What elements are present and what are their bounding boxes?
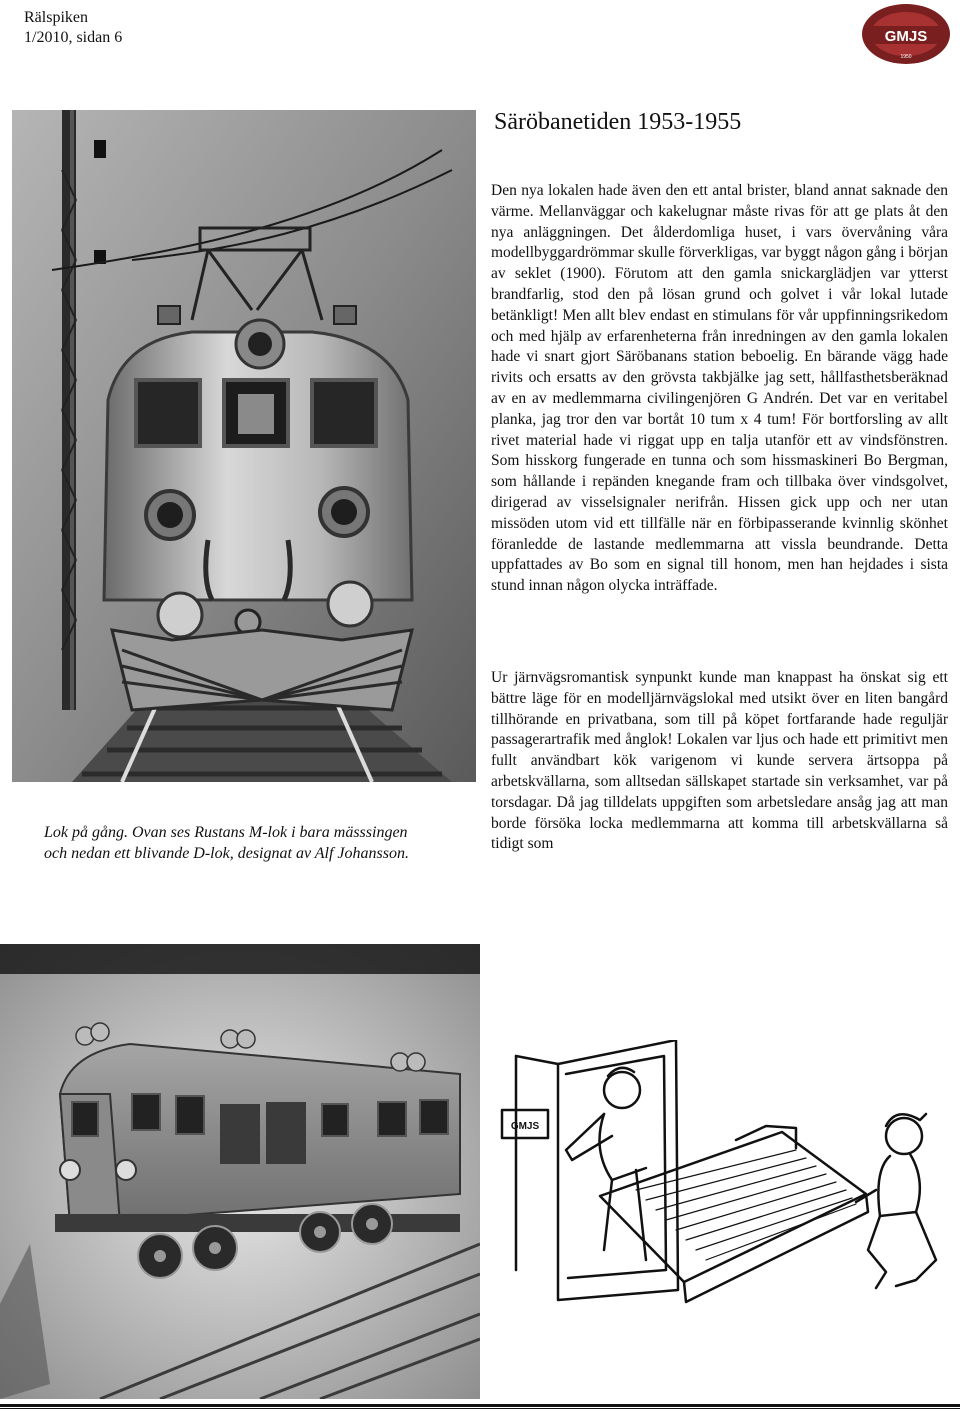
club-logo [858,2,954,66]
right-worker-head [886,1118,922,1154]
logo-text: GMJS [884,28,928,45]
window-frame [558,1040,678,1300]
footer-rule-thin [0,1408,960,1409]
publication-name: Rälspiken [24,9,88,26]
wall-sign-text: GMJS [510,1121,540,1132]
article-paragraph-2: Ur järnvägsromantisk synpunkt kunde man knappast ha önskat sig ett bättre läge för en modelljärnvägslokal med utsikt över en liten bangård tillhörande en privatbana, som till på köpet fortfarande hade reguljär passagerartrafik med ånglok! Lokalen var ljus och hade ett primitivt men fullt användbart kök varigenom vi kunde servera ärtsoppa på arbetskvällarna, som alltsedan sällskapet startade sin verksamhet, var på torsdagar. Då jag tilldelats uppgiften som arbetsledare ansåg jag att man borde försöka locka medlemmarna att komma till arbetskvällarna så tidigt som [491,669,948,853]
locomotive-front-photo [12,110,476,782]
article-paragraph-1: Den nya lokalen hade även den ett antal brister, bland annat saknade den värme. Mellanväggar och kakelugnar måste rivas för att ge plats åt den nya anläggningen. Det ålderdomliga huset, i vars övervåning våra modellbyggardrömmar skulle förverkligas, var byggt någon gång i början av seklet (1900). Förutom att den gamla snickarglädjen var ytterst brandfarlig, stod den på lösan grund och golvet i vår lokal lutade betänkligt! Men allt blev endast en stimulans för vår uppfinningsrikedom och med hjälp av erfarenheterna från inredningen av den gamla lokalen hade vi snart gjort Säröbanans station beboelig. En bärande vägg hade rivits och ersatts av den grövsta takbjälke jag sett, hållfasthetsberäknad av en av medlemmarna civilingenjören G Andrén. Det var en veritabel planka, jag tror den var bortåt 10 tum x 4 tum! För bortforsling av allt rivet material hade vi riggat upp en talja utanför ett av vindsfönstren. Som hisskorg fungerade en tunna och som hissmaskineri Bo Bergman, som hållande i repänden knegande fram och tillbaka över vindsgolvet, dirigerad av visselsignaler nerifrån. Hissen gick upp och ner utan missöden utom vid ett tillfälle när en förbipasserande kvinnlig skönhet föranledde de lastande medlemmarna att vissla beundrande. Detta uppfattades av Bo som en signal till honom, men han hejdades i sista stund innan någon olycka inträffade. [491,182,948,595]
cartoon-illustration [496,1040,960,1410]
article-title: Säröbanetiden 1953-1955 [494,109,742,135]
left-worker-head [604,1072,640,1108]
page-header [24,8,122,48]
footer-rule [0,1404,960,1407]
issue-page: 1/2010, sidan 6 [24,29,123,46]
locomotive-side-photo [0,944,480,1399]
logo-year: 1950 [900,54,912,60]
photo-caption: Lok på gång. Ovan ses Rustans M-lok i bara mässsingen och nedan ett blivande D-lok, designat av Alf Johansson. [44,824,409,862]
